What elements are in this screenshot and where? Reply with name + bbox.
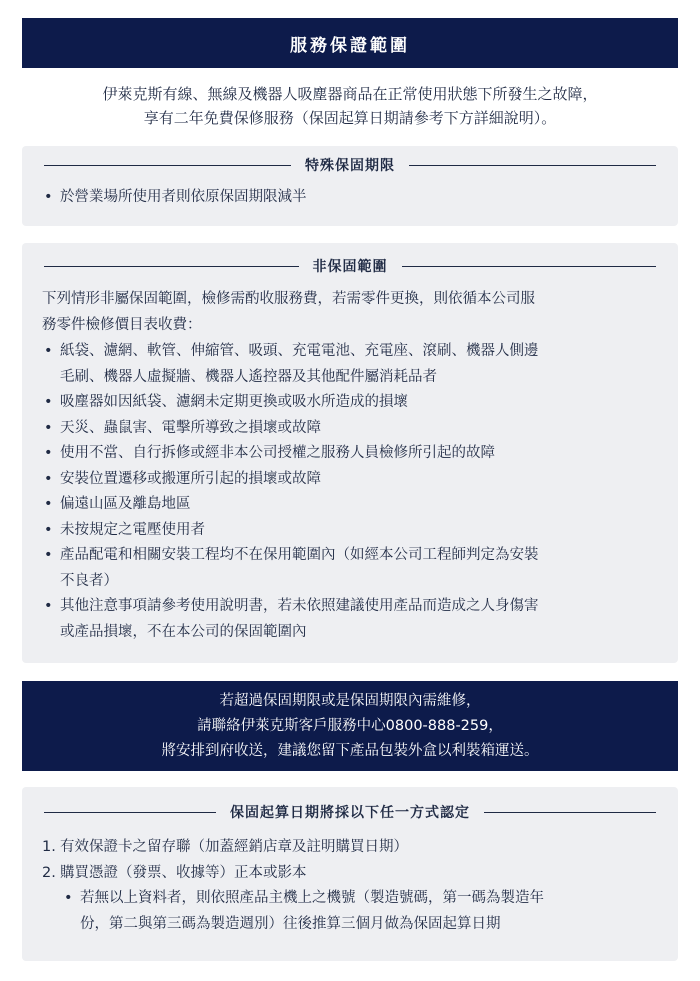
divider-right <box>409 165 656 166</box>
item-number: 1. <box>42 839 56 855</box>
non-warranty-body <box>42 287 656 645</box>
numbered-item <box>42 835 656 861</box>
list-item-line: 不良者） <box>60 572 118 589</box>
numbered-item <box>42 861 656 887</box>
item-number: 2. <box>42 864 56 881</box>
list-item-line: • 未按規定之電壓使用者 <box>60 521 205 538</box>
list-item-line: • 紙袋、濾網、軟管、伸縮管、吸頭、充電電池、充電座、滾刷、機器人側邊 <box>60 343 539 359</box>
list-item <box>42 390 656 416</box>
intro-line-2: 享有二年免費保修服務（保固起算日期請參考下方詳細說明）。 <box>143 109 557 127</box>
list-item <box>42 416 656 442</box>
special-warranty-card <box>22 146 678 226</box>
warranty-start-card <box>22 787 678 961</box>
list-item-line: • 產品配電和相關安裝工程均不在保用範圍內（如經本公司工程師判定為安裝 <box>60 547 539 563</box>
special-warranty-heading: 特殊保固期限 <box>305 158 395 174</box>
intro-line-1: 伊萊克斯有線、無線及機器人吸塵器商品在正常使用狀態下所發生之故障， <box>102 85 598 103</box>
sub-note-line-1: • 若無以上資料者，則依照產品主機上之機號（製造號碼，第一碼為製造年 <box>80 890 544 906</box>
contact-line-3: 將安排到府收送，建議您留下產品包裝外盒以利裝箱運送。 <box>161 742 539 759</box>
non-warranty-heading: 非保固範圍 <box>312 259 388 275</box>
non-warranty-card <box>22 243 678 663</box>
item-text: 購買憑證（發票、收據等）正本或影本 <box>60 864 307 881</box>
service-contact-banner <box>22 681 678 771</box>
non-warranty-header <box>22 255 678 277</box>
list-item <box>42 518 656 544</box>
list-item-line: • 安裝位置遷移或搬運所引起的損壞或故障 <box>60 470 321 487</box>
divider-right <box>402 266 657 267</box>
list-item: • 於營業場所使用者則依原保固期限減半 <box>42 185 656 211</box>
list-item-line: • 天災、蟲鼠害、電擊所導致之損壞或故障 <box>60 419 321 436</box>
lead-line-1: 下列情形非屬保固範圍，檢修需酌收服務費，若需零件更換，則依循本公司服 <box>42 291 535 307</box>
divider-left <box>44 266 299 267</box>
non-warranty-lead <box>42 287 656 338</box>
sub-note <box>42 886 656 937</box>
warranty-start-heading: 保固起算日期將採以下任一方式認定 <box>230 805 470 821</box>
lead-line-2: 務零件檢修價目表收費： <box>42 316 202 333</box>
divider-left <box>44 165 291 166</box>
list-item-line: 或產品損壞，不在本公司的保固範圍內 <box>60 623 307 640</box>
list-item <box>42 339 656 390</box>
sub-note-line-2: 份，第二與第三碼為製造週別）往後推算三個月做為保固起算日期 <box>80 915 501 932</box>
special-warranty-header <box>22 154 678 176</box>
list-item <box>42 492 656 518</box>
list-item-line: • 偏遠山區及離島地區 <box>60 496 191 512</box>
divider-right <box>484 812 656 813</box>
contact-line-2: 請聯絡伊萊克斯客戶服務中心0800-888-259， <box>197 717 503 734</box>
list-item <box>42 543 656 594</box>
warranty-start-header <box>22 801 678 823</box>
list-item <box>42 467 656 493</box>
item-text: 有效保證卡之留存聯（加蓋經銷店章及註明購買日期） <box>60 839 408 855</box>
warranty-start-body <box>42 835 656 937</box>
list-item-line: • 吸塵器如因紙袋、濾網未定期更換或吸水所造成的損壞 <box>60 394 408 410</box>
divider-left <box>44 812 216 813</box>
list-item-line: • 使用不當、自行拆修或經非本公司授權之服務人員檢修所引起的故障 <box>60 445 495 461</box>
list-item-line: • 其他注意事項請參考使用說明書，若未依照建議使用產品而造成之人身傷害 <box>60 598 539 614</box>
page-title: 服務保證範圍 <box>290 35 410 56</box>
list-item-line: 毛刷、機器人虛擬牆、機器人遙控器及其他配件屬消耗品者 <box>60 368 437 385</box>
list-item <box>42 594 656 645</box>
page-title-banner <box>22 18 678 68</box>
contact-line-1: 若超過保固期限或是保固期限內需維修， <box>219 692 481 709</box>
special-warranty-body <box>42 185 656 211</box>
intro-text <box>22 82 678 130</box>
list-item <box>42 441 656 467</box>
